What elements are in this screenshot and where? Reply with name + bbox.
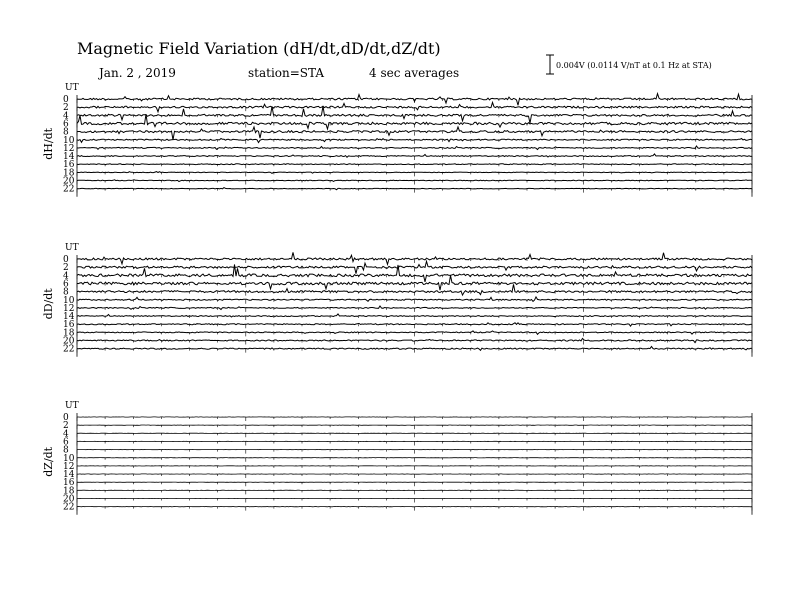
trace-label: 4 (63, 429, 69, 440)
trace-label: 4 (63, 111, 69, 122)
trace-label: 2 (63, 421, 69, 432)
trace-label: 12 (63, 303, 75, 314)
scale-bar (546, 55, 712, 74)
trace-label: 4 (63, 271, 69, 282)
trace-label: 22 (63, 502, 75, 513)
averages-label: 4 sec averages (369, 66, 460, 80)
panel-ut-label: UT (65, 401, 79, 411)
trace-label: 6 (63, 119, 69, 130)
trace-label: 2 (63, 103, 69, 114)
trace-label: 6 (63, 437, 69, 448)
trace-label: 20 (63, 494, 75, 505)
trace-label: 14 (63, 312, 75, 323)
panel-1 (42, 83, 752, 197)
trace-label: 20 (63, 336, 75, 347)
trace-label: 20 (63, 176, 75, 187)
panels (42, 83, 752, 515)
panel-ut-label: UT (65, 243, 79, 253)
trace-label: 22 (63, 184, 75, 195)
trace-label: 8 (63, 287, 69, 298)
date-label: Jan. 2 , 2019 (99, 66, 176, 80)
trace-label: 14 (63, 152, 75, 163)
trace-label: 18 (63, 168, 75, 179)
panel-2 (42, 243, 752, 357)
trace-label: 12 (63, 143, 75, 154)
trace-label: 8 (63, 127, 69, 138)
trace-label: 0 (63, 95, 69, 105)
figure-title: Magnetic Field Variation (dH/dt,dD/dt,dZ/dt) (77, 39, 441, 58)
panel-name-label: dH/dt (42, 127, 55, 160)
scale-bar-label: 0.004V (0.0114 V/nT at 0.1 Hz at STA) (556, 61, 712, 70)
trace-label: 8 (63, 445, 69, 456)
trace-label: 16 (63, 160, 75, 171)
trace-label: 12 (63, 461, 75, 472)
trace-label: 2 (63, 263, 69, 274)
station-label: station=STA (248, 66, 325, 80)
panel-3 (42, 401, 752, 515)
trace-label: 0 (63, 413, 69, 423)
trace-label: 14 (63, 470, 75, 481)
trace-label: 16 (63, 320, 75, 331)
panel-name-label: dZ/dt (42, 446, 55, 477)
trace-label: 18 (63, 486, 75, 497)
trace-label: 22 (63, 344, 75, 355)
trace-label: 6 (63, 279, 69, 290)
panel-ut-label: UT (65, 83, 79, 93)
trace-label: 10 (63, 135, 75, 146)
trace-label: 10 (63, 453, 75, 464)
trace-label: 18 (63, 328, 75, 339)
trace-label: 0 (63, 255, 69, 265)
trace-label: 16 (63, 478, 75, 489)
trace-label: 10 (63, 295, 75, 306)
panel-name-label: dD/dt (42, 288, 55, 320)
